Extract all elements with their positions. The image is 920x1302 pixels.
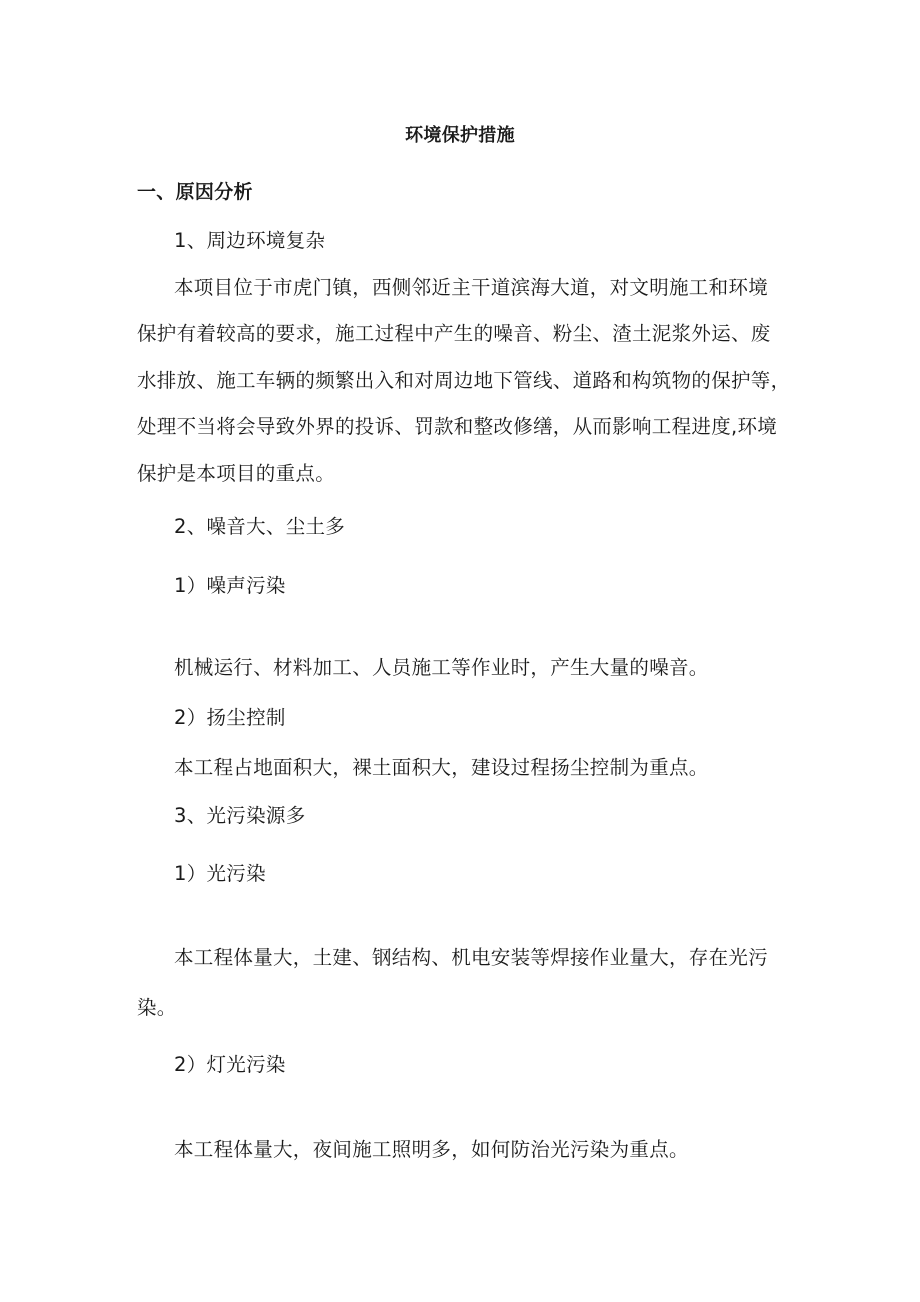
- item-heading-1: 1、周边环境复杂: [174, 229, 326, 252]
- paragraph-line: 保护是本项目的重点。: [137, 462, 336, 485]
- paragraph-noise: 机械运行、材料加工、人员施工等作业时，产生大量的噪音。: [174, 656, 709, 679]
- paragraph-lamp: 本工程体量大，夜间施工照明多，如何防治光污染为重点。: [174, 1138, 689, 1161]
- paragraph-line: 染。: [137, 996, 177, 1019]
- sub-heading-noise: 1）噪声污染: [174, 574, 286, 597]
- paragraph-dust: 本工程占地面积大，裸土面积大，建设过程扬尘控制为重点。: [174, 756, 709, 779]
- paragraph-line: 保护有着较高的要求，施工过程中产生的噪音、粉尘、渣土泥浆外运、废: [137, 322, 771, 345]
- section-heading: 一、原因分析: [137, 181, 253, 203]
- paragraph-line: 水排放、施工车辆的频繁出入和对周边地下管线、道路和构筑物的保护等，: [137, 369, 791, 392]
- sub-heading-light: 1）光污染: [174, 862, 266, 885]
- item-heading-2: 2、噪音大、尘土多: [174, 515, 346, 538]
- item-heading-3: 3、光污染源多: [174, 804, 306, 827]
- document-title: 环境保护措施: [405, 125, 515, 146]
- paragraph-line: 处理不当将会导致外界的投诉、罚款和整改修缮，从而影响工程进度,环境: [137, 415, 778, 438]
- sub-heading-lamp: 2）灯光污染: [174, 1053, 286, 1076]
- sub-heading-dust: 2）扬尘控制: [174, 706, 286, 729]
- paragraph-line: 本工程体量大，土建、钢结构、机电安装等焊接作业量大，存在光污: [174, 946, 769, 969]
- paragraph-line: 本项目位于市虎门镇，西侧邻近主干道滨海大道，对文明施工和环境: [174, 276, 769, 299]
